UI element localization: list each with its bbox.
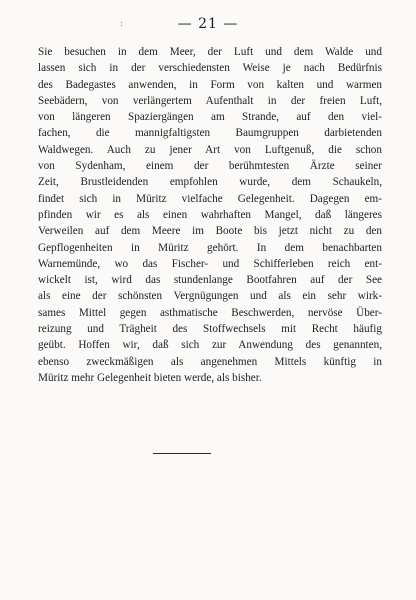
text-line: Warnemünde, wo das Fischer- und Schifferleben reich ent- <box>38 257 382 270</box>
text-line: von Sydenham, einem der berühmtesten Ärzte seiner <box>38 160 382 173</box>
body-text <box>38 44 382 386</box>
section-divider <box>153 453 211 454</box>
text-line: Seebädern, von verlängertem Aufenthalt in der freien Luft, <box>38 94 382 107</box>
text-line: Zeit, Brustleidenden empfohlen wurde, dem Schaukeln, <box>38 176 382 189</box>
text-line: lassen sich in der verschiedensten Weise je nach Bedürfnis <box>38 62 382 75</box>
text-line: als eine der schönsten Vergnügungen und als ein sehr wirk- <box>38 290 382 303</box>
text-line: ebenso zweckmäßigen als angenehmen Mittels künftig in <box>38 355 382 368</box>
text-line: wickelt ist, wird das stundenlange Bootfahren auf der See <box>38 274 382 287</box>
text-line: reizung und Trägheit des Stoffwechsels mit Recht häufig <box>38 323 382 336</box>
text-line-last: Müritz mehr Gelegenheit bieten werde, als bisher. <box>38 371 262 384</box>
text-line: sames Mittel gegen asthmatische Beschwerden, nervöse Über- <box>38 306 382 319</box>
text-line: geübt. Hoffen wir, daß sich zur Anwendung des genannten, <box>38 339 382 352</box>
text-line: Sie besuchen in dem Meer, der Luft und dem Walde und <box>38 46 382 58</box>
text-line: Waldwegen. Auch zu jener Art von Luftgenuß, die schon <box>38 143 382 156</box>
text-line: findet sich in Müritz vielfache Gelegenheit. Dagegen em- <box>38 192 382 205</box>
text-line: pfinden wir es als einen wahrhaften Mangel, daß längeres <box>38 208 382 221</box>
text-line: fachen, die mannigfaltigsten Baumgruppen darbietenden <box>38 127 382 140</box>
page-number: — 21 — <box>177 16 239 32</box>
text-line: des Badegastes anwenden, in Form von kalten und warmen <box>38 78 382 91</box>
text-line: Gepflogenheiten in Müritz gehört. In dem benachbarten <box>38 241 382 254</box>
margin-mark: : <box>120 19 123 28</box>
text-line: von längeren Spaziergängen am Strande, auf den viel- <box>38 111 382 124</box>
text-line: Verweilen auf dem Meere im Boote bis jetzt nicht zu den <box>38 225 382 238</box>
